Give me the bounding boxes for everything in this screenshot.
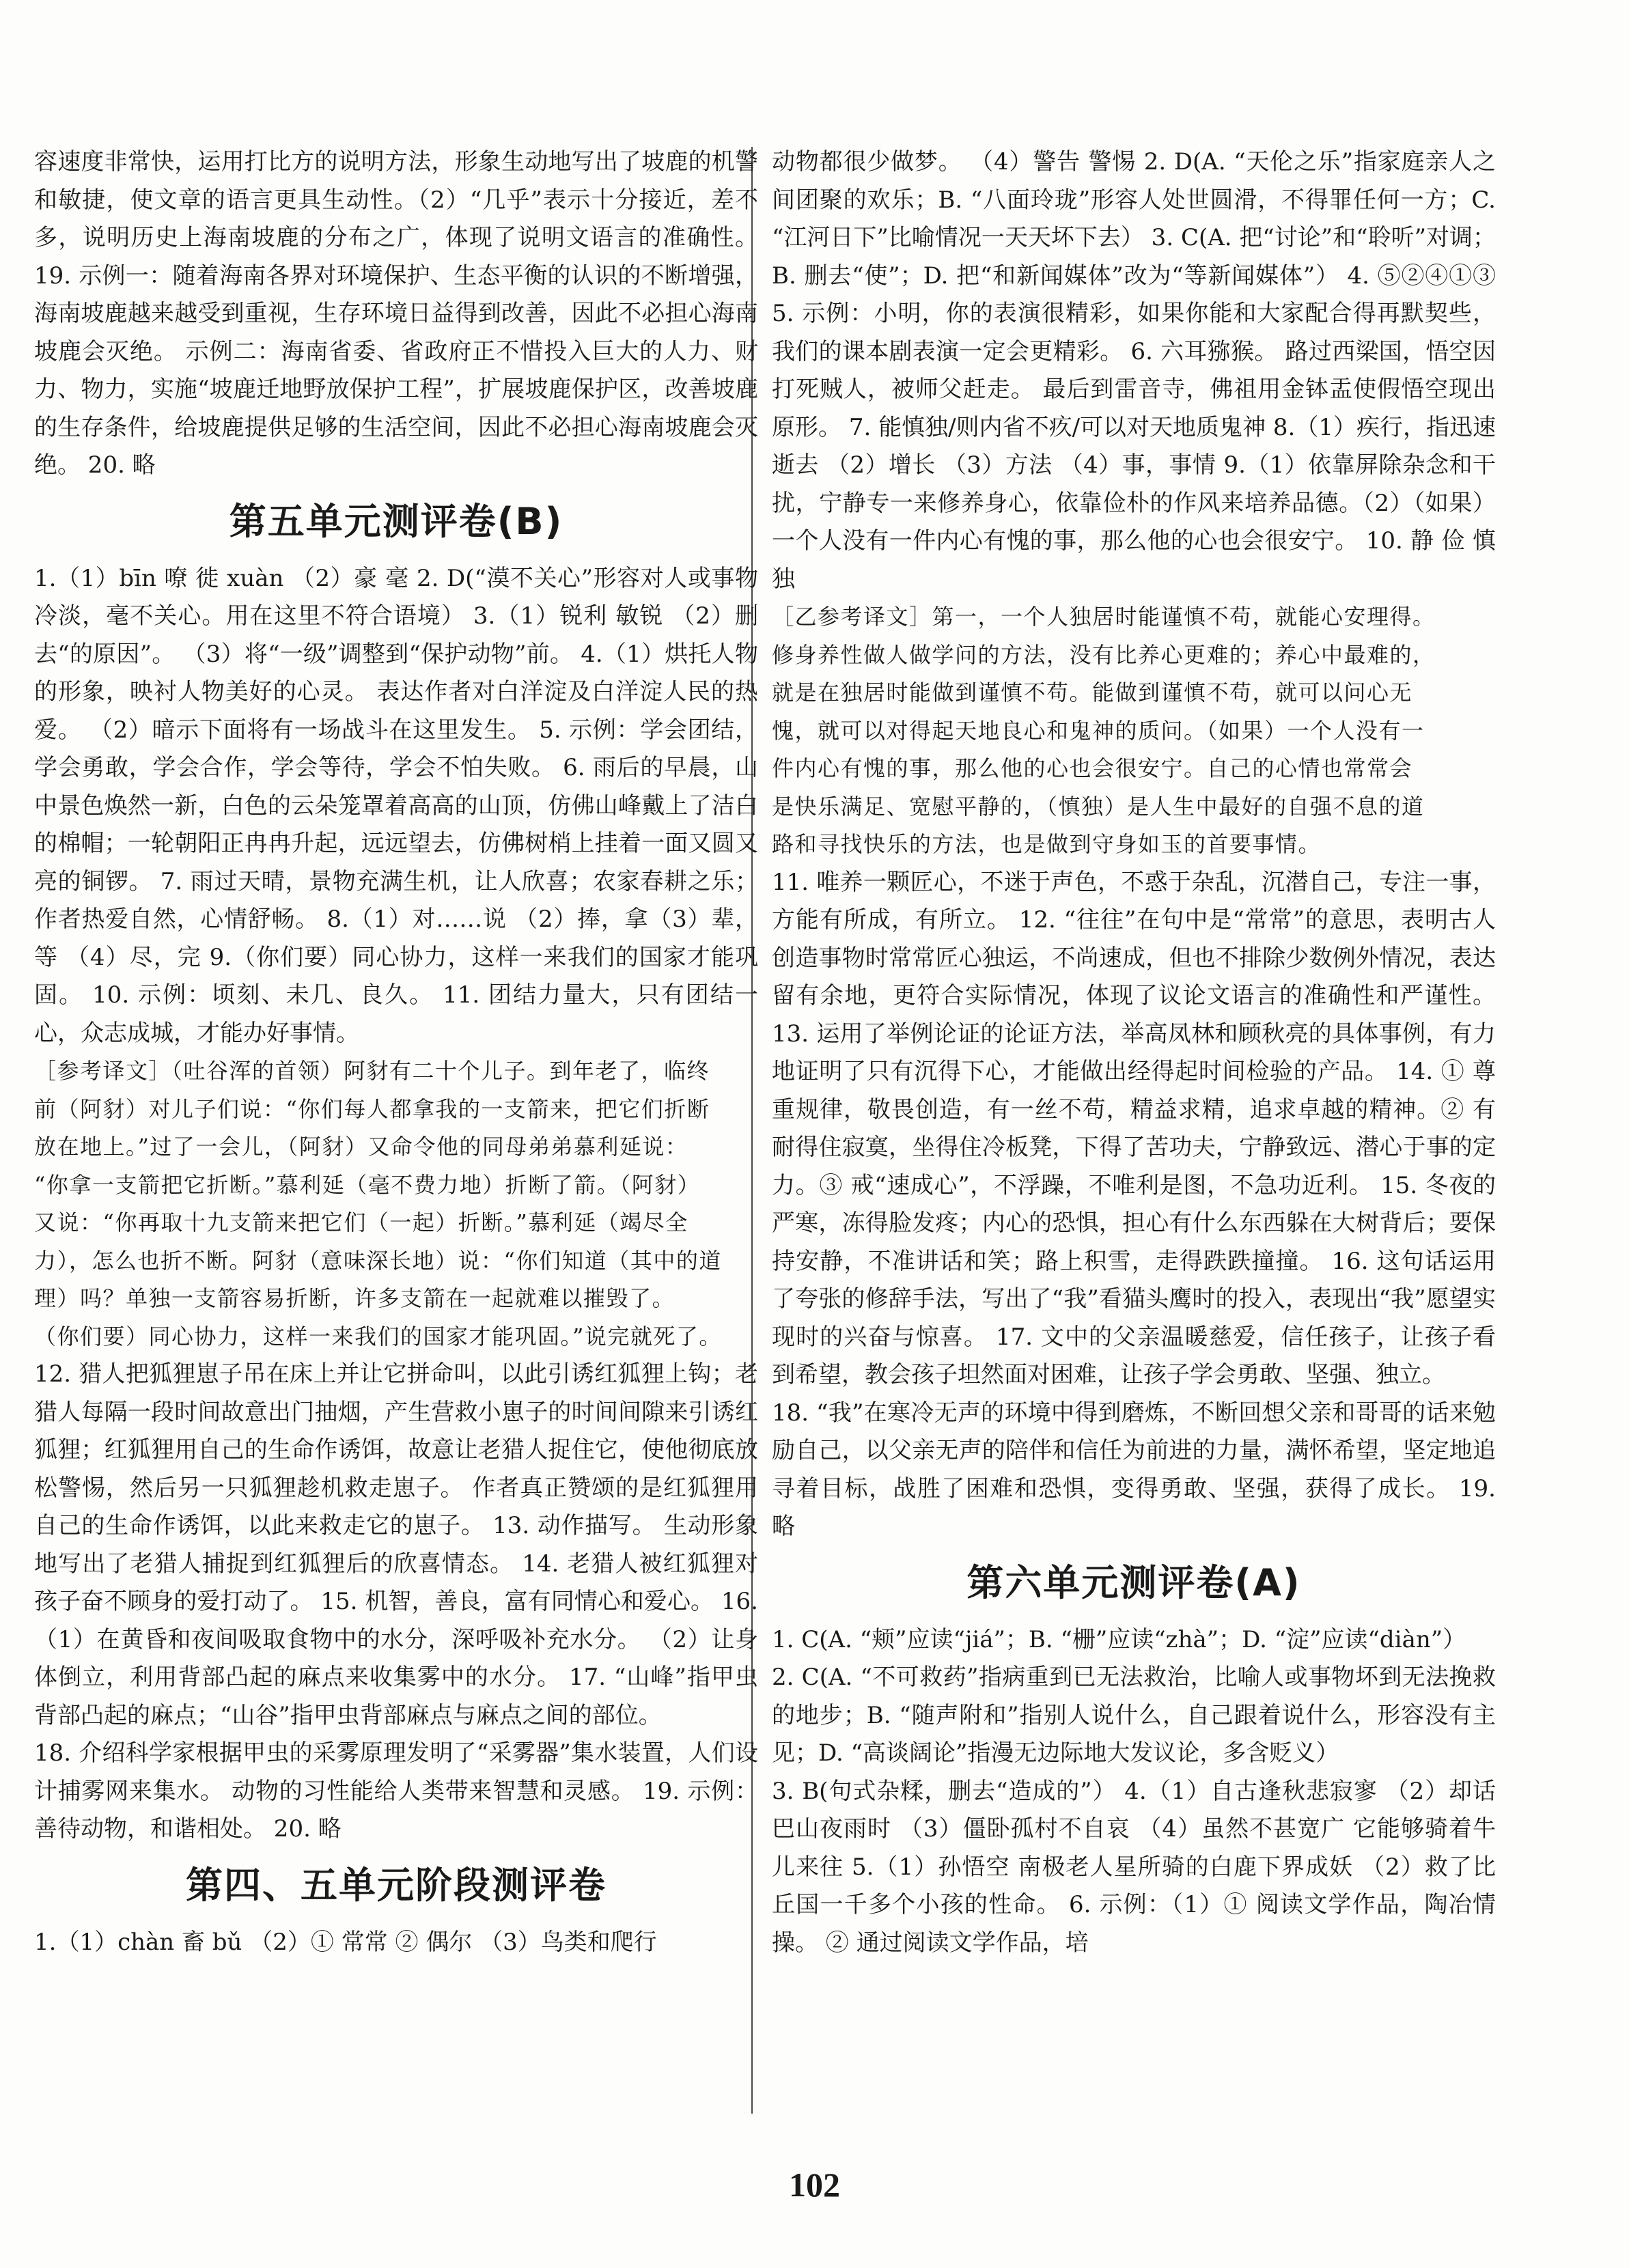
answer-paragraph: 1.（1）bīn 嘹 徙 xuàn （2）豪 毫 2. D(“漠不关心”形容对人或事物冷淡，毫不关心。用在这里不符合语境） 3.（1）锐利 敏锐 （2）删去“的原因”。 （3）将“一级”调整到“保护动物”前。 4.（1）烘托人物的形象，映衬人物美好的心灵。 表达作者对白洋淀及白洋淀人民的热爱。 （2）暗示下面将有一场战斗在这里发生。 5. 示例：学会团结，学会勇敢，学会合作，学会等待，学会不怕失败。 6. 雨后的早晨，山中景色焕然一新，白色的云朵笼罩着高高的山顶，仿佛山峰戴上了洁白的棉帽；一轮朝阳正冉冉升起，远远望去，仿佛树梢上挂着一面又圆又亮的铜锣。 7. 雨过天晴，景物充满生机，让人欣喜；农家春耕之乐；作者热爱自然，心情舒畅。 8.（1）对……说 （2）捧，拿（3）辈，等 （4）尽，完 9.（你们要）同心协力，这样一来我们的国家才能巩固。 10. 示例：顷刻、未几、良久。 11. 团结力量大，只有团结一心，众志成城，才能办好事情。 [34, 564, 758, 1047]
answer-paragraph: 3. B(句式杂糅，删去“造成的”） 4.（1）自古逢秋悲寂寥 （2）却话巴山夜雨时 （3）僵卧孤村不自哀 （4）虽然不甚宽广 它能够骑着牛儿来往 5.（1）孙悟空 南极老人星所骑的白鹿下界成妖 （2）救了比丘国一千多个小孩的性命。 6. 示例：（1）① 阅读文学作品，陶冶情操。 ② 通过阅读文学作品，培 [772, 1777, 1496, 1957]
page-number: 102 [789, 2166, 840, 2204]
answer-paragraph: 11. 唯养一颗匠心，不迷于声色，不惑于杂乱，沉潜自己，专注一事，方能有所成，有所立。 12. “往往”在句中是“常常”的意思，表明古人创造事物时常常匠心独运，不尚速成，但也不排除少数例外情况，表达留有余地，更符合实际情况，体现了议论文语言的准确性和严谨性。 13. 运用了举例论证的论证方法，举高凤林和顾秋亮的具体事例，有力地证明了只有沉得下心，才能做出经得起时间检验的产品。 14. ① 尊重规律，敬畏创造，有一丝不苟，精益求精，追求卓越的精神。② 有耐得住寂寞，坐得住冷板凳，下得了苦功夫，宁静致远、潜心于事的定力。③ 戒“速成心”，不浮躁，不唯利是图，不急功近利。 15. 冬夜的严寒，冻得脸发疼；内心的恐惧，担心有什么东西躲在大树背后；要保持安静，不准讲话和笑；路上积雪，走得跌跌撞撞。 16. 这句话运用了夸张的修辞手法，写出了“我”看猫头鹰时的投入，表现出“我”愿望实现时的兴奋与惊喜。 17. 文中的父亲温暖慈爱，信任孩子，让孩子看到希望，教会孩子坦然面对困难，让孩子学会勇敢、坚强、独立。 [772, 868, 1496, 1388]
translation-line: 就是在独居时能做到谨慎不苟。能做到谨慎不苟，就可以问心无 [772, 680, 1413, 705]
answer-paragraph: 2. C(A. “不可救药”指病重到已无法救治，比喻人或事物坏到无法挽救的地步；B. “随声附和”指别人说什么，自己跟着说什么，形容没有主见；D. “高谈阔论”指漫无边际地大发议论，多含贬义） [772, 1664, 1496, 1767]
translation-paragraph [772, 598, 1496, 864]
translation-line: “你拿一支箭把它折断。”慕利延（毫不费力地）折断了箭。（阿豺） [34, 1171, 701, 1198]
section-heading: 第四、五单元阶段测评卷 [186, 1863, 607, 1907]
translation-paragraph [34, 1052, 758, 1356]
translation-line: 愧，就可以对得起天地良心和鬼神的质问。（如果）一个人没有一 [772, 717, 1425, 744]
answer-paragraph: 18. “我”在寒冷无声的环境中得到磨炼，不断回想父亲和哥哥的话来勉励自己，以父亲无声的陪伴和信任为前进的力量，满怀希望，坚定地追寻着目标，战胜了困难和恐惧，变得勇敢、坚强，获得了成长。 19. 略 [772, 1399, 1496, 1540]
translation-line: 又说：“你再取十九支箭来把它们（一起）折断。”慕利延（竭尽全 [34, 1209, 688, 1235]
answer-paragraph: 1. C(A. “颊”应读“jiá”；B. “栅”应读“zhà”；D. “淀”应读“diàn”） [772, 1625, 1466, 1653]
translation-line: ［参考译文］（吐谷浑的首领）阿豺有二十个儿子。到年老了，临终 [34, 1058, 710, 1084]
translation-line: 是快乐满足、宽慰平静的，（慎独）是人生中最好的自强不息的道 [772, 793, 1425, 820]
answer-paragraph: 12. 猎人把狐狸崽子吊在床上并让它拼命叫，以此引诱红狐狸上钩；老猎人每隔一段时间故意出门抽烟，产生营救小崽子的时间间隙来引诱红狐狸；红狐狸用自己的生命作诱饵，故意让老猎人捉住它，使他彻底放松警惕，然后另一只狐狸趁机救走崽子。 作者真正赞颂的是红狐狸用自己的生命作诱饵，以此来救走它的崽子。 13. 动作描写。 生动形象地写出了老猎人捕捉到红狐狸后的欣喜情态。 14. 老猎人被红狐狸对孩子奋不顾身的爱打动了。 15. 机智，善良，富有同情心和爱心。 16.（1）在黄昏和夜间吸取食物中的水分，深呼吸补充水分。 （2）让身体倒立，利用背部凸起的麻点来收集雾中的水分。 17. “山峰”指甲虫背部凸起的麻点；“山谷”指甲虫背部麻点与麻点之间的部位。 [34, 1360, 758, 1729]
translation-line: 理）吗？单独一支箭容易折断，许多支箭在一起就难以摧毁了。 [34, 1285, 676, 1311]
section-heading: 第五单元测评卷(B) [229, 499, 563, 543]
answer-paragraph: 动物都很少做梦。 （4）警告 警惕 2. D(A. “天伦之乐”指家庭亲人之间团聚的欢乐；B. “八面玲珑”形容人处世圆滑，不得罪任何一方；C. “江河日下”比喻情况一天天坏下去） 3. C(A. 把“讨论”和“聆听”对调；B. 删去“使”；D. 把“和新闻媒体”改为“等新闻媒体”） 4. ⑤②④①③ 5. 示例：小明，你的表演很精彩，如果你能和大家配合得再默契些，我们的课本剧表演一定会更精彩。 6. 六耳猕猴。 路过西梁国，悟空因打死贼人，被师父赶走。 最后到雷音寺，佛祖用金钵盂使假悟空现出原形。 7. 能慎独/则内省不疚/可以对天地质鬼神 8.（1）疾行，指迅速逝去 （2）增长 （3）方法 （4）事，事情 9.（1）依靠屏除杂念和干扰，宁静专一来修养身心，依靠俭朴的作风来培养品德。（2）（如果）一个人没有一件内心有愧的事，那么他的心也会很安宁。 10. 静 俭 慎独 [772, 148, 1496, 593]
section-heading: 第六单元测评卷(A) [966, 1560, 1301, 1604]
right-column [772, 143, 1496, 2103]
answer-paragraph: 18. 介绍科学家根据甲虫的采雾原理发明了“采雾器”集水装置，人们设计捕雾网来集水。 动物的习性能给人类带来智慧和灵感。 19. 示例：善待动物，和谐相处。 20. 略 [34, 1739, 758, 1843]
translation-line: （你们要）同心协力，这样一来我们的国家才能巩固。”说完就死了。 [34, 1323, 722, 1349]
left-column [34, 143, 758, 2103]
translation-line: 件内心有愧的事，那么他的心也会很安宁。自己的心情也常常会 [772, 755, 1413, 781]
answer-paragraph: 1.（1）chàn 畜 bǔ （2）① 常常 ② 偶尔 （3）鸟类和爬行 [34, 1928, 657, 1956]
translation-line: 前（阿豺）对儿子们说：“你们每人都拿我的一支箭来，把它们折断 [34, 1095, 710, 1122]
translation-line: 路和寻找快乐的方法，也是做到守身如玉的首要事情。 [772, 831, 1322, 857]
translation-line: 力），怎么也折不断。阿豺（意味深长地）说：“你们知道（其中的道 [34, 1247, 722, 1274]
translation-line: 放在地上。”过了一会儿，（阿豺）又命令他的同母弟弟慕利延说： [34, 1134, 688, 1160]
translation-line: 修身养性做人做学问的方法，没有比养心更难的；养心中最难的， [772, 641, 1436, 668]
answer-paragraph: 容速度非常快，运用打比方的说明方法，形象生动地写出了坡鹿的机警和敏捷，使文章的语言更具生动性。（2）“几乎”表示十分接近，差不多，说明历史上海南坡鹿的分布之广，体现了说明文语言的准确性。 19. 示例一：随着海南各界对环境保护、生态平衡的认识的不断增强，海南坡鹿越来越受到重视，生存环境日益得到改善，因此不必担心海南坡鹿会灭绝。 示例二：海南省委、省政府正不惜投入巨大的人力、财力、物力，实施“坡鹿迁地野放保护工程”，扩展坡鹿保护区，改善坡鹿的生存条件，给坡鹿提供足够的生活空间，因此不必担心海南坡鹿会灭绝。 20. 略 [34, 148, 758, 479]
translation-line: ［乙参考译文］第一，一个人独居时能谨慎不苟，就能心安理得。 [772, 604, 1436, 630]
